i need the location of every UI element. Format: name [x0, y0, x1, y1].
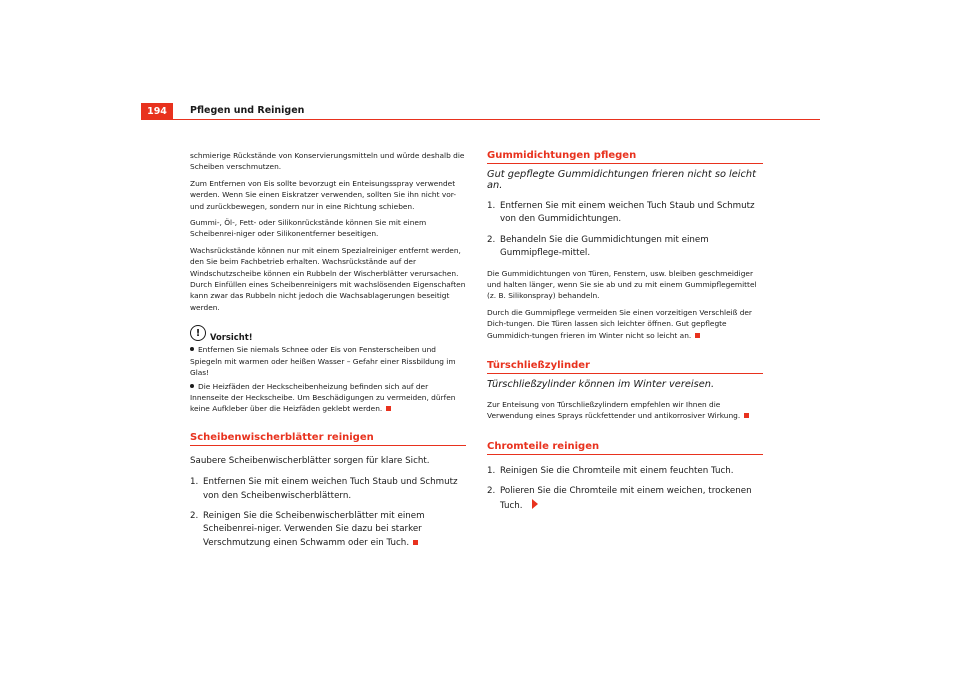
- list-item: [487, 200, 763, 227]
- right-column: [487, 150, 763, 520]
- section-title-rubber: Gummidichtungen pflegen: [487, 150, 763, 164]
- paragraph-text: Durch die Gummipflege vermeiden Sie einen vorzeitigen Verschleiß der Dich-tungen. Die Türen lassen sich leichter öffnen. Gut gepflegte Gummidich-tungen frieren im Winter nicht so leicht an.: [487, 307, 752, 340]
- caution-header: [190, 324, 466, 342]
- rubber-subtitle: Gut gepflegte Gummidichtungen frieren nicht so leicht an.: [487, 169, 756, 191]
- step-text: Reinigen Sie die Chromteile mit einem feuchten Tuch.: [500, 465, 734, 476]
- step-number: 1.: [487, 465, 496, 476]
- header-divider: [141, 119, 820, 120]
- section-end-icon: [695, 333, 700, 338]
- list-item: [487, 465, 763, 478]
- section-end-icon: [413, 540, 418, 545]
- step-number: 1.: [190, 477, 199, 488]
- step-number: 2.: [487, 234, 496, 245]
- paragraph: [487, 399, 763, 422]
- caution-bullet: [190, 381, 466, 415]
- step-text: Reinigen Sie die Scheibenwischerblätter mit einem Scheibenrei-niger. Verwenden Sie dazu bei starker Verschmutzung einen Schwamm oder ein Tuch.: [203, 510, 425, 548]
- paragraph: [487, 307, 763, 341]
- step-text: Entfernen Sie mit einem weichen Tuch Staub und Schmutz von den Scheibenwischerblättern.: [203, 477, 458, 501]
- step-number: 2.: [190, 510, 199, 521]
- step-number: 2.: [487, 486, 496, 497]
- page-number: 194: [141, 103, 173, 119]
- caution-bullet: [190, 344, 466, 378]
- rubber-steps: [487, 200, 763, 261]
- list-item: [487, 234, 763, 261]
- paragraph: schmierige Rückstände von Konservierungsmitteln und würde deshalb die Scheiben verschmutzen.: [190, 151, 465, 172]
- lock-subtitle: Türschließzylinder können im Winter vereisen.: [487, 379, 715, 391]
- wiper-steps: [190, 476, 466, 550]
- paragraph: Die Gummidichtungen von Türen, Fenstern, usw. bleiben geschmeidiger und halten länger, wenn Sie sie ab und zu mit einem Gummipflegemittel (z. B. Silikonspray) behandeln.: [487, 268, 757, 301]
- step-number: 1.: [487, 201, 496, 211]
- section-end-icon: [386, 406, 391, 411]
- caution-bullet-text: Die Heizfäden der Heckscheibenheizung befinden sich auf der Innenseite der Heckscheibe. Um Beschädigungen zu vermeiden, dürfen keine Aufkleber über die Heizfäden geklebt werden.: [190, 381, 456, 414]
- caution-icon: !: [190, 325, 206, 341]
- section-title-chrome: Chromteile reinigen: [487, 441, 763, 455]
- step-text: Polieren Sie die Chromteile mit einem weichen, trockenen Tuch.: [500, 486, 752, 511]
- section-title-lock: Türschließzylinder: [487, 360, 763, 374]
- chrome-steps: [487, 465, 763, 513]
- paragraph: Zum Entfernen von Eis sollte bevorzugt ein Enteisungsspray verwendet werden. Wenn Sie einen Eiskratzer verwenden, sollten Sie ihn nicht vor- und zurückbewegen, sondern nur in eine Richtung schieben.: [190, 178, 456, 211]
- list-item: [190, 476, 466, 503]
- continue-arrow-icon: [532, 499, 538, 509]
- caution-bullet-text: Entfernen Sie niemals Schnee oder Eis von Fensterscheiben und Spiegeln mit warmen oder heißen Wasser – Gefahr einer Rissbildung im Glas!: [190, 345, 456, 378]
- left-column: [190, 150, 466, 557]
- section-title-wiper: Scheibenwischerblätter reinigen: [190, 432, 466, 446]
- list-item: [190, 510, 466, 550]
- step-text: Behandeln Sie die Gummidichtungen mit einem Gummipflege-mittel.: [500, 234, 709, 259]
- paragraph: Wachsrückstände können nur mit einem Spezialreiniger entfernt werden, den Sie beim Fachbetrieb erhalten. Wachsrückstände auf der Windschutzscheibe können ein Rubbeln der Wischerblätter verursachen. Durch Einfüllen eines Scheibenreinigers mit wachslösenden Eigenschaften kann zwar das Rubbeln nicht jedoch die Wachsablagerungen beseitigt werden.: [190, 245, 466, 312]
- paragraph-text: Zur Enteisung von Türschließzylindern empfehlen wir Ihnen die Verwendung eines Sprays rückfettender und antikorrosiver Wirkung.: [487, 400, 741, 421]
- caution-title: Vorsicht!: [210, 332, 253, 343]
- paragraph: Gummi-, Öl-, Fett- oder Silikonrückstände können Sie mit einem Scheibenrei-niger oder Silikonentferner beseitigen.: [190, 218, 427, 239]
- bullet-icon: [190, 384, 194, 388]
- step-text: Entfernen Sie mit einem weichen Tuch Staub und Schmutz von den Gummidichtungen.: [500, 201, 755, 225]
- bullet-icon: [190, 347, 194, 351]
- wiper-intro: Saubere Scheibenwischerblätter sorgen für klare Sicht.: [190, 455, 430, 466]
- chapter-title: Pflegen und Reinigen: [190, 105, 305, 116]
- section-end-icon: [744, 413, 749, 418]
- list-item: [487, 485, 763, 513]
